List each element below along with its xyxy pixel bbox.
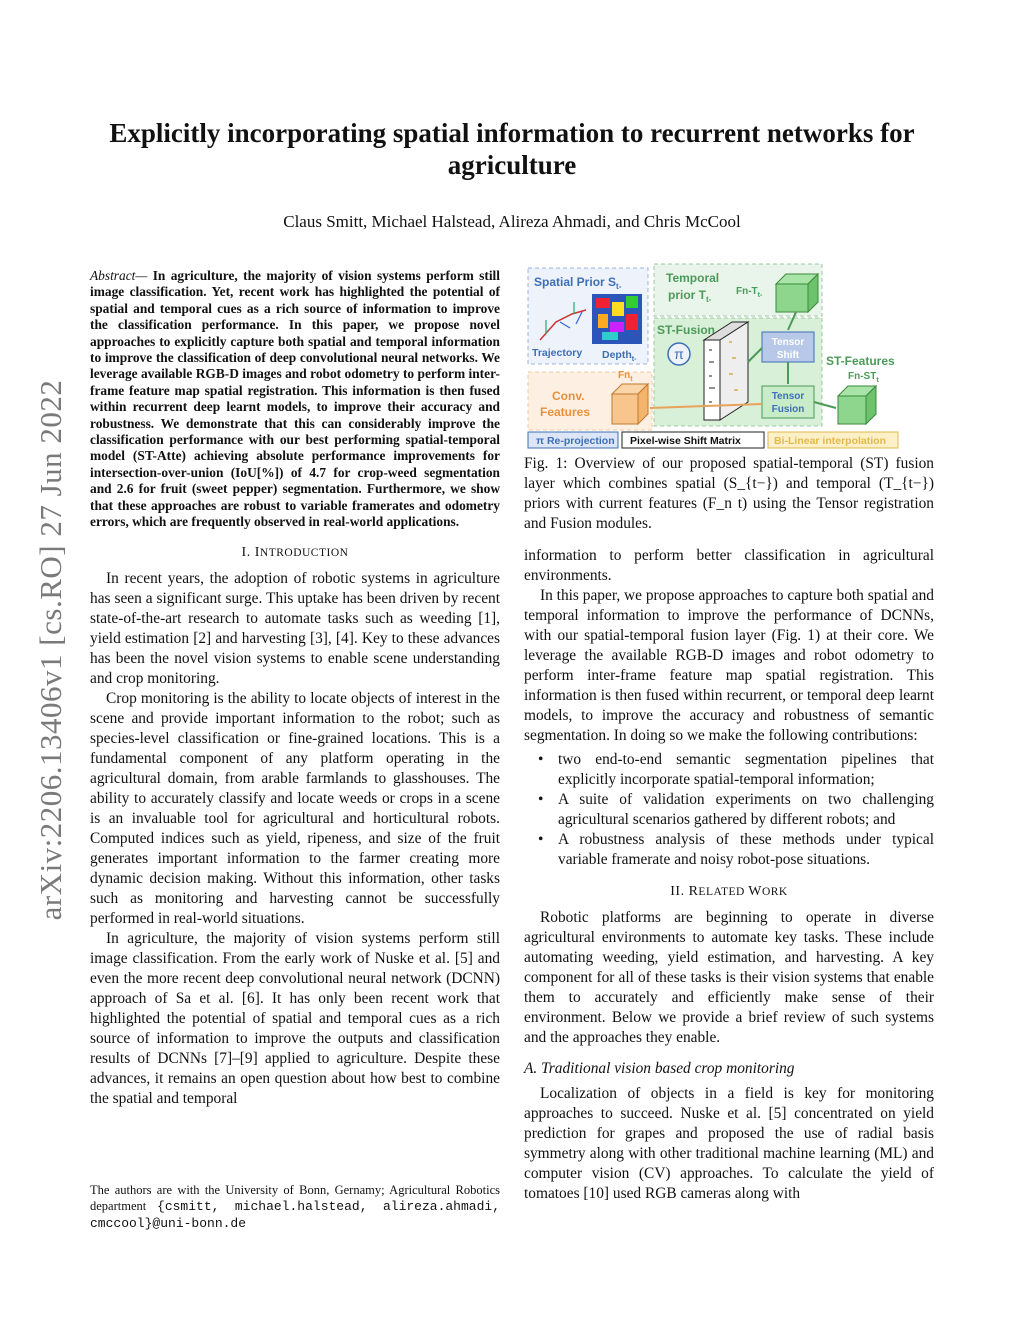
paragraph: Crop monitoring is the ability to locate objects of interest in the scene and provide important information to the robot; such as species-level classification or fine-grained locations. This is a fundamental component of any platform operating in the agricultural domain, from arable farmlands to glasshouses. The ability to accurately classify and locate weeds or crops in a scene is an invaluable tool for agricultural and horticultural robots. Computed indices such as yield, ripeness, and size of the fruit generates important information to the farmer creating more dynamic decision making. Without this information, other tasks such as monitoring and harvesting cannot be successfully performed in real-world situations. bbox=[90, 689, 500, 927]
spatial-prior-label: Spatial Prior $S_{t-}$ bbox=[534, 275, 622, 291]
paragraph: In agriculture, the majority of vision systems perform still image classification. From the early work of Nuske et al. [5] and even the more recent deep convolutional neural network (DCNN) approach of Sa et al. [6]. It has only been recent work that highlighted the potential of spatial and temporal cues as a rich source of information to improve the outputs and classification results of DCNNs [7]–[9] applied to agriculture. Despite these advances, it remains an open question about how best to combine the spatial and temporal bbox=[90, 929, 500, 1107]
author-emails: {csmitt, michael.halstead, alireza.ahmadi, cmccool}@uni-bonn.de bbox=[90, 1199, 500, 1231]
paragraph: In recent years, the adoption of robotic systems in agriculture has seen a significant surge. This uptake has been driven by recent state-of-the-art research to automate tasks such as weeding [1], yield estimation [2] and harvesting [3], [4]. Key to these advances has been the novel vision systems to enable scene understanding and crop monitoring. bbox=[90, 569, 500, 687]
contributions-list bbox=[524, 750, 934, 870]
abstract-text: In agriculture, the majority of vision systems perform still image classification. Yet, recent work has highlighted the potential of spatial and temporal cues as a rich source of information to improve the classification performance. In this paper, we propose novel approaches to explicitly capture both spatial and temporal information to improve the classification of deep convolutional neural networks. We leverage available RGB-D images and robot odometry to perform inter-frame feature map spatial registration. This information is then fused within recurrent deep learnt models, to improve their accuracy and robustness. We demonstrate that this can considerably improve the classification performance with our best performing spatial-temporal model (ST-Atte) achieving absolute performance improvements for intersection-over-union (IoU[%]) of 4.7 for crop-weed segmentation and 2.6 for fruit (sweet pepper) segmentation. Furthermore, we show that these approaches are robust to variable framerates and odometry errors, which are frequently observed in real-world applications. bbox=[90, 268, 500, 530]
right-column bbox=[524, 546, 934, 1204]
introduction-continued bbox=[524, 546, 934, 746]
legend-reprojection-label: π Re-projection bbox=[536, 435, 615, 447]
fn-st-label: $Fn-ST_t$ bbox=[848, 371, 879, 384]
paragraph: In this paper, we propose approaches to capture both spatial and temporal information to improve the performance of DCNNs, with our spatial-temporal fusion layer (Fig. 1) at their core. We leverage the available RGB-D images and robot odometry to perform inter-frame feature map spatial registration. This information is then fused within recurrent, or temporal deep learnt models, to improve the accuracy and robustness of semantic segmentation. In doing so we make the following contributions: bbox=[524, 587, 934, 744]
paragraph: Robotic platforms are beginning to operate in diverse agricultural environments to automate key tasks. These include automating weeding, yield estimation, and harvesting. A key component for all of these tasks is their vision systems that enable them to accurately and efficiently make sense of their environment. Below we provide a brief review of such systems and the approaches they enable. bbox=[524, 909, 934, 1046]
tensor-shift-label-2: Shift bbox=[776, 350, 800, 361]
temporal-cube-icon bbox=[776, 274, 818, 312]
paper-title: Explicitly incorporating spatial information to recurrent networks for agriculture bbox=[109, 118, 915, 180]
legend-shift-matrix-label: Pixel-wise Shift Matrix bbox=[630, 435, 741, 447]
abstract-label: Abstract— bbox=[90, 268, 148, 283]
st-features-label: ST-Features bbox=[826, 354, 895, 368]
fn-label: $Fn_t$ bbox=[618, 370, 633, 383]
conv-features-label: Conv. bbox=[552, 389, 585, 403]
depth-map-icon bbox=[592, 294, 642, 344]
list-item: • two end-to-end semantic segmentation pipelines that explicitly incorporate spatial-temporal information; bbox=[524, 750, 934, 790]
section-heading-related-work: II. RELATED WORK bbox=[670, 884, 788, 899]
conv-cube-icon bbox=[612, 384, 648, 424]
temporal-prior-label: Temporal bbox=[666, 271, 720, 285]
fn-t-minus-label: $Fn-T_{t-}$ bbox=[736, 286, 763, 299]
legend-bilinear-label: Bi-Linear interpolation bbox=[774, 435, 887, 447]
section-heading-introduction: I. INTRODUCTION bbox=[241, 544, 349, 560]
arxiv-identifier: arXiv:2206.13406v1 [cs.RO] 27 Jun 2022 bbox=[33, 379, 68, 921]
paragraph: information to perform better classification in agricultural environments. bbox=[524, 547, 934, 584]
list-item: • A robustness analysis of these methods under typical variable framerate and noisy robot-pose situations. bbox=[524, 830, 934, 870]
paper-authors: Claus Smitt, Michael Halstead, Alireza Ahmadi, and Chris McCool bbox=[283, 212, 741, 231]
pi-symbol-icon bbox=[668, 343, 690, 365]
introduction-body bbox=[90, 569, 500, 1109]
paragraph: Localization of objects in a field is key for monitoring approaches to succeed. Nuske et al. [5] concentrated on yield prediction for grapes and proposed the use of radial basis symmetry along with other traditional machine learning (ML) and computer vision (CV) approaches. To calculate the yield of tomatoes [10] used RGB cameras along with bbox=[524, 1085, 934, 1202]
temporal-prior-label-2: prior $T_{t-}$ bbox=[668, 288, 712, 304]
subsection-body bbox=[524, 1084, 934, 1204]
trajectory-label: Trajectory bbox=[532, 347, 583, 359]
tensor-fusion-label: Tensor bbox=[771, 391, 805, 402]
tensor-shift-label: Tensor bbox=[771, 337, 805, 348]
subsection-heading: A. Traditional vision based crop monitoring bbox=[524, 1060, 795, 1077]
st-cube-icon bbox=[838, 386, 876, 424]
list-item: • A suite of validation experiments on two challenging agricultural scenarios gathered by different robots; and bbox=[524, 790, 934, 830]
depth-label: Depth$_{t-}$ bbox=[602, 349, 637, 363]
figure-1 bbox=[526, 262, 934, 452]
figure-1-diagram bbox=[526, 262, 934, 452]
abstract bbox=[90, 268, 500, 531]
svg-text:π: π bbox=[674, 346, 684, 362]
related-work-body bbox=[524, 908, 934, 1048]
conv-features-label-2: Features bbox=[540, 405, 591, 419]
st-fusion-label: ST-Fusion bbox=[657, 323, 715, 337]
left-column bbox=[90, 268, 500, 1109]
footnote: The authors are with the University of Bonn, Gernamy; Agricultural Robotics department {csmitt, michael.halstead, alireza.ahmadi, cmccool}@uni-bonn.de bbox=[90, 1183, 500, 1231]
figure-1-caption: Fig. 1: Overview of our proposed spatial-temporal (ST) fusion layer which combines spatial (S_{t−}) and temporal (T_{t−}) priors with current features (F_n t) using the Tensor registration and Fusion modules. bbox=[524, 455, 934, 532]
tensor-fusion-label-2: Fusion bbox=[771, 404, 805, 415]
